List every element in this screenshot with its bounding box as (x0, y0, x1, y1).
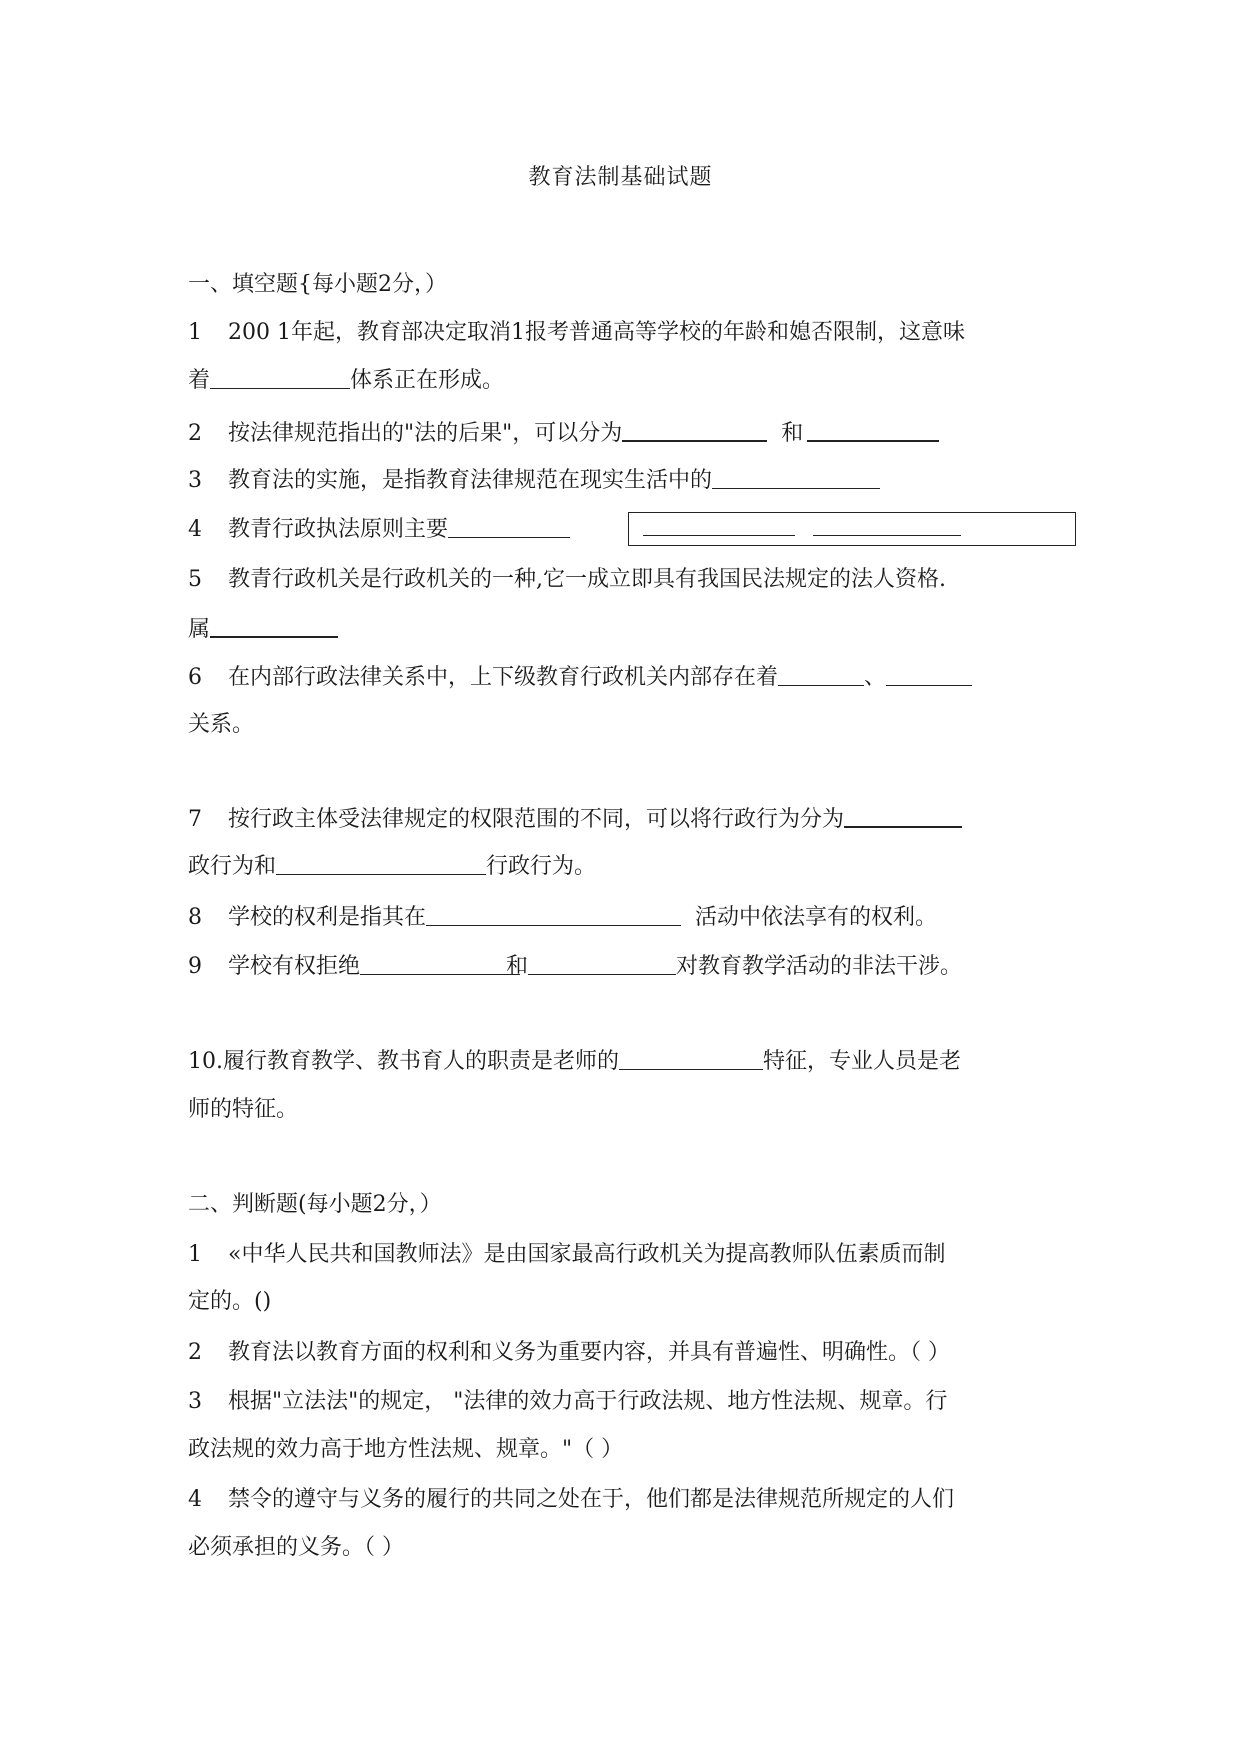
judgment-2 (188, 1338, 950, 1368)
question-text: 活动中依法享有的权利。 (695, 905, 938, 930)
answer-blank[interactable] (643, 515, 795, 536)
question-number: 8 (188, 905, 202, 930)
question-text: 和 (506, 954, 529, 979)
answer-blank[interactable] (426, 903, 681, 926)
question-number: 1 (188, 320, 202, 345)
judgment-4-line-1 (188, 1485, 954, 1515)
question-10-line-1 (188, 1047, 961, 1077)
answer-blank[interactable] (778, 663, 864, 686)
answer-blank[interactable] (886, 663, 972, 686)
answer-blank[interactable] (807, 418, 939, 442)
question-number: 5 (188, 567, 202, 592)
answer-blank[interactable] (622, 418, 767, 442)
judgment-1-line-2: 定的。() (188, 1289, 272, 1314)
question-text: 和 (781, 421, 804, 446)
answer-blank[interactable] (528, 952, 676, 975)
question-text: 按行政主体受法律规定的权限范围的不同，可以将行政行为分为 (228, 807, 845, 832)
section2-header: 二、判断题(每小题2分，） (188, 1192, 442, 1217)
answer-blank[interactable] (360, 952, 520, 975)
answer-blank[interactable] (210, 366, 350, 389)
judgment-3-line-1 (188, 1387, 947, 1417)
question-8 (188, 903, 937, 933)
question-text: 属 (188, 617, 211, 642)
answer-blank[interactable] (210, 614, 338, 638)
question-number: 4 (188, 1487, 202, 1512)
question-6-line-1 (188, 663, 972, 693)
question-text: 学校有权拒绝 (228, 954, 361, 979)
question-number: 9 (188, 954, 202, 979)
question-6-line-2: 关系。 (188, 712, 255, 737)
question-4 (188, 515, 570, 545)
question-text: 在内部行政法律关系中，上下级教育行政机关内部存在着 (228, 665, 779, 690)
answer-blank[interactable] (712, 466, 880, 489)
question-number: 6 (188, 665, 202, 690)
question-text: 行政行为。 (486, 854, 597, 879)
question-text: 体系正在形成。 (350, 368, 505, 393)
question-7-line-2 (188, 852, 596, 882)
question-number: 3 (188, 1389, 202, 1414)
document-title: 教育法制基础试题 (528, 165, 713, 190)
answer-blank[interactable] (619, 1047, 763, 1070)
question-9 (188, 952, 962, 982)
question-text: 对教育教学活动的非法干涉。 (676, 954, 963, 979)
answer-box[interactable] (628, 512, 1076, 546)
question-number: 7 (188, 807, 202, 832)
question-text: 禁令的遵守与义务的履行的共同之处在于，他们都是法律规范所规定的人们 (228, 1487, 955, 1512)
question-text: 履行教育教学、教书育人的职责是老师的 (223, 1049, 620, 1074)
question-text: 200 1年起，教育部决定取消1报考普通高等学校的年龄和媳否限制，这意味 (228, 320, 965, 345)
question-text: 、 (864, 665, 887, 690)
answer-blank[interactable] (813, 515, 961, 536)
question-5-line-2 (188, 614, 338, 645)
question-3 (188, 466, 880, 496)
question-text: 按法律规范指出的"法的后果"，可以分为 (228, 421, 623, 446)
question-text: 学校的权利是指其在 (228, 905, 427, 930)
question-1-line-1 (188, 318, 965, 348)
question-number: 2 (188, 1340, 202, 1365)
question-text: 教育法的实施，是指教育法律规范在现实生活中的 (228, 468, 713, 493)
question-text: 教青行政执法原则主要 (228, 517, 449, 542)
question-number: 10. (188, 1049, 223, 1074)
question-number: 4 (188, 517, 202, 542)
question-number: 2 (188, 421, 202, 446)
question-text: 教青行政机关是行政机关的一种,它一成立即具有我国民法规定的法人资格. (228, 567, 946, 592)
question-number: 3 (188, 468, 202, 493)
question-text: «中华人民共和国教师法》是由国家最高行政机关为提高教师队伍素质而制 (228, 1242, 946, 1267)
answer-blank[interactable] (844, 804, 962, 828)
question-text: 政行为和 (188, 854, 277, 879)
question-number: 1 (188, 1242, 202, 1267)
answer-blank[interactable] (276, 852, 486, 875)
question-1-line-2 (188, 366, 504, 396)
question-text: 根据"立法法"的规定， "法律的效力高于行政法规、地方性法规、规章。行 (228, 1389, 948, 1414)
question-5-line-1 (188, 565, 946, 595)
question-text: 特征，专业人员是老 (763, 1049, 962, 1074)
question-text: 着 (188, 368, 211, 393)
judgment-3-line-2: 政法规的效力高于地方性法规、规章。"（ ） (188, 1437, 624, 1462)
judgment-4-line-2: 必须承担的义务。（ ） (188, 1535, 404, 1560)
question-7-line-1 (188, 804, 962, 835)
question-text: 教育法以教育方面的权利和义务为重要内容，并具有普遍性、明确性。（ ） (228, 1340, 950, 1365)
section1-header: 一、填空题{每小题2分，） (188, 272, 447, 297)
question-10-line-2: 师的特征。 (188, 1097, 299, 1122)
judgment-1-line-1 (188, 1240, 945, 1270)
answer-blank[interactable] (448, 515, 570, 538)
question-2 (188, 418, 939, 449)
